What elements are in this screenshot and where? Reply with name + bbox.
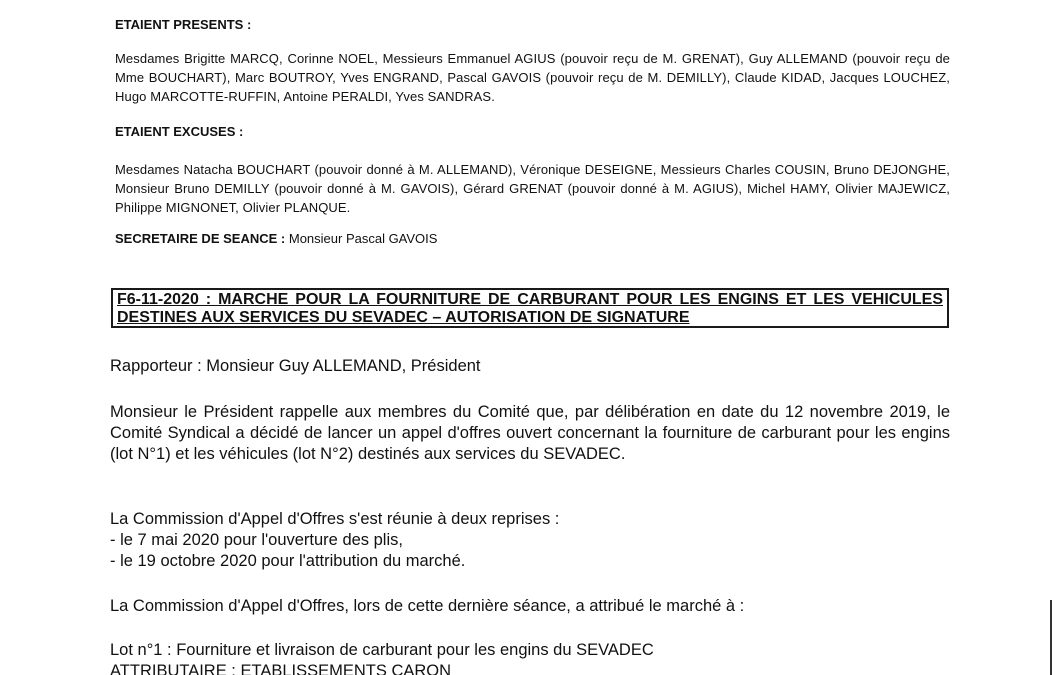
deliberation-title: F6-11-2020 : MARCHE POUR LA FOURNITURE DE CARBURANT POUR LES ENGINS ET LES VEHICULES DESTINES AUX SERVICES DU SEVADEC – AUTORISATION DE SIGNATURE [111, 288, 949, 328]
excuses-list: Mesdames Natacha BOUCHART (pouvoir donné à M. ALLEMAND), Véronique DESEIGNE, Messieurs Charles COUSIN, Bruno DEJONGHE, Monsieur Bruno DEMILLY (pouvoir donné à M. GAVOIS), Gérard GRENAT (pouvoir donné à M. AGIUS), Michel HAMY, Olivier MAJEWICZ, Philippe MIGNONET, Olivier PLANQUE. [115, 162, 950, 215]
excuses-heading: ETAIENT EXCUSES : [115, 124, 244, 139]
secretary-label: SECRETAIRE DE SEANCE : [115, 231, 286, 246]
presents-list: Mesdames Brigitte MARCQ, Corinne NOEL, Messieurs Emmanuel AGIUS (pouvoir reçu de M. GRENAT), Guy ALLEMAND (pouvoir reçu de Mme BOUCHART), Marc BOUTROY, Yves ENGRAND, Pascal GAVOIS (pouvoir reçu de M. DEMILLY), Claude KIDAD, Jacques LOUCHEZ, Hugo MARCOTTE-RUFFIN, Antoine PERALDI, Yves SANDRAS. [115, 51, 950, 104]
lot1-attributaire: ATTRIBUTAIRE : ETABLISSEMENTS CARON [110, 662, 452, 675]
attribution-line: La Commission d'Appel d'Offres, lors de cette dernière séance, a attribué le marché à : [110, 597, 745, 615]
secretary-line [115, 230, 437, 248]
presents-heading: ETAIENT PRESENTS : [115, 17, 252, 32]
secretary-value: Monsieur Pascal GAVOIS [288, 231, 438, 246]
lot1-description: Lot n°1 : Fourniture et livraison de carburant pour les engins du SEVADEC [110, 641, 654, 659]
commission-intro: La Commission d'Appel d'Offres s'est réunie à deux reprises : [110, 510, 560, 528]
meeting-item: - le 19 octobre 2020 pour l'attribution du marché. [110, 552, 466, 570]
lot1-paragraph [110, 640, 950, 675]
scan-margin-mark [1050, 600, 1052, 675]
commission-paragraph [110, 509, 950, 572]
intro-paragraph: Monsieur le Président rappelle aux membres du Comité que, par délibération en date du 12 novembre 2019, le Comité Syndical a décidé de lancer un appel d'offres ouvert concernant la fourniture de carburant pour les engins (lot N°1) et les véhicules (lot N°2) destinés aux services du SEVADEC. [110, 403, 950, 463]
rapporteur-line: Rapporteur : Monsieur Guy ALLEMAND, Président [110, 357, 481, 375]
meeting-item: - le 7 mai 2020 pour l'ouverture des plis, [110, 531, 403, 549]
